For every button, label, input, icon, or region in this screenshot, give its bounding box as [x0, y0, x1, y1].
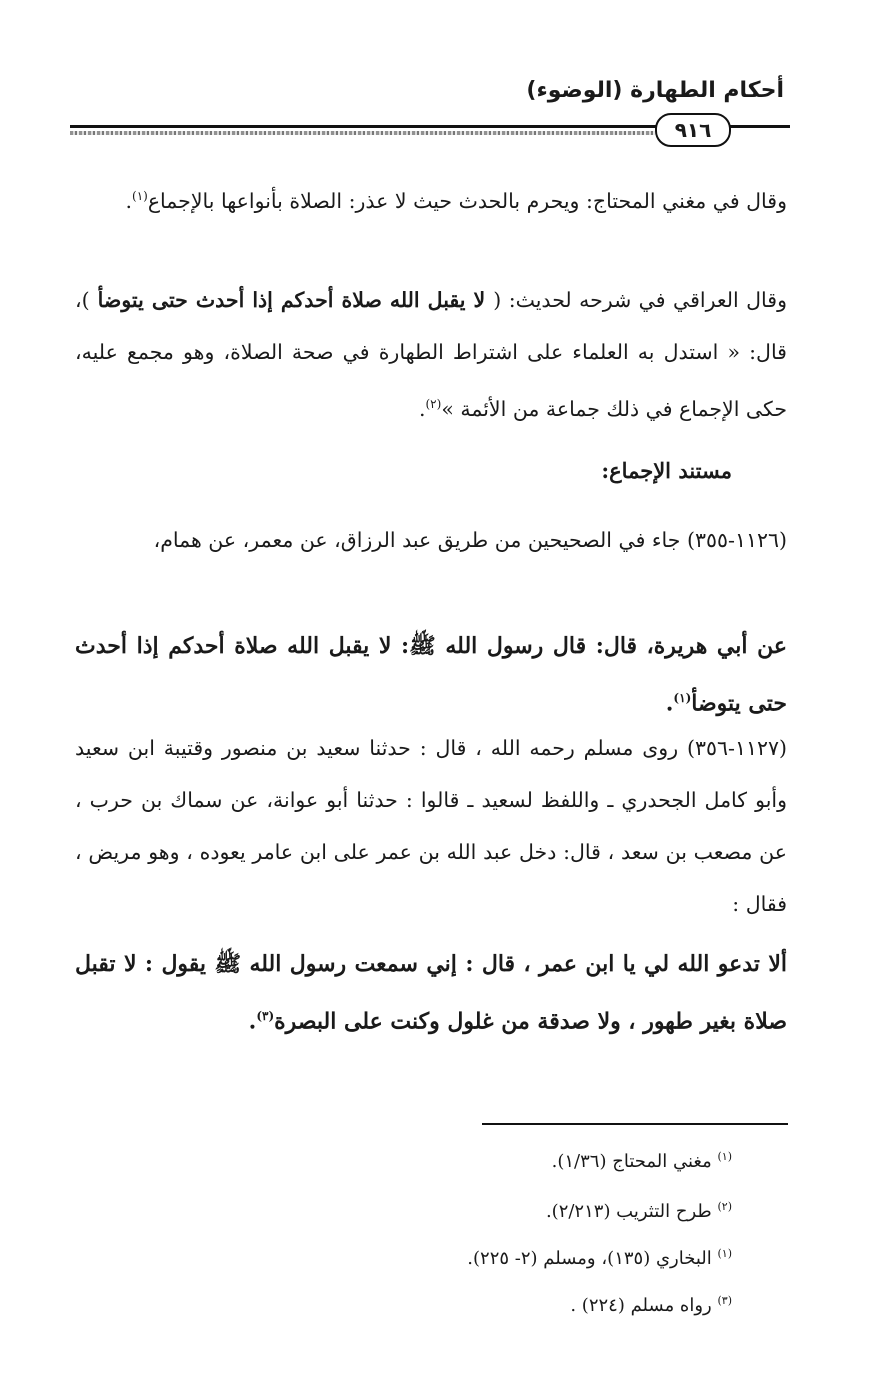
footnote-text: رواه مسلم (٢٢٤) . [570, 1295, 712, 1316]
footnote-text: مغني المحتاج (١/٣٦). [551, 1151, 712, 1172]
footnote-item [467, 1247, 732, 1269]
paragraph-iraqi: وقال العراقي في شرحه لحديث: ( لا يقبل الله صلاة أحدكم إذا أحدث حتى يتوضأ )، قال: « استدل به العلماء على اشتراط الطهارة في صحة الصلاة، وهو مجمع عليه، حكى الإجماع في ذلك جماعة من الأئمة »$^{(٢)}$. [75, 288, 787, 421]
footnote-ref: (١) [132, 189, 148, 203]
footnote-text: البخاري (١٣٥)، ومسلم (٢- ٢٢٥). [467, 1248, 712, 1269]
footnote-text: طرح التثريب (٢/٢١٣). [545, 1201, 712, 1222]
paragraph-text: (١١٢٧-٣٥٦) روى مسلم رحمه الله ، قال : حدثنا سعيد بن منصور وقتيبة ابن سعيد وأبو كامل الجحدري ـ واللفظ لسعيد ـ قالوا : حدثنا أبو عوانة، عن سماك بن حرب ، عن مصعب بن سعد ، قال: دخل عبد الله بن عمر على ابن عامر يعوده ، وهو مريض ، فقال : [75, 736, 787, 916]
footnote-ref: (٢) [425, 397, 442, 411]
footnote-number: (١) [717, 1247, 732, 1260]
paragraph-text: وقال في مغني المحتاج: ويحرم بالحدث حيث لا عذر: الصلاة بأنواعها بالإجماع [147, 188, 787, 213]
paragraph-text: (١١٢٦-٣٥٥) جاء في الصحيحين من طريق عبد الرزاق، عن معمر، عن همام، [153, 528, 787, 552]
footnote-item [552, 1150, 732, 1172]
hadith-ibn-umar: ألا تدعو الله لي يا ابن عمر ، قال : إني سمعت رسول الله ﷺ يقول : لا تقبل صلاة بغير طهور ، ولا صدقة من غلول وكنت على البصرة$^{(٣)}$. [75, 951, 787, 1035]
footnote-item [546, 1200, 732, 1222]
footnote-ref: (١) [673, 691, 692, 705]
hadith-text: لا يقبل الله صلاة أحدكم إذا أحدث حتى يتوضأ [89, 288, 494, 312]
footnote-item [570, 1294, 732, 1316]
paragraph-text: وقال العراقي في شرحه لحديث: ( [493, 288, 787, 312]
paragraph-isnad-1126 [75, 514, 787, 566]
paragraph-mughni: وقال في مغني المحتاج: ويحرم بالحدث حيث لا عذر: الصلاة بأنواعها بالإجماع$^{(١)}$. [125, 188, 787, 213]
hadith-text: ألا تدعو الله لي يا ابن عمر ، قال : إني سمعت رسول الله ﷺ يقول : لا تقبل صلاة بغير طهور ، ولا صدقة من غلول وكنت على البصرة [75, 951, 787, 1035]
paragraph-isnad-1127 [75, 722, 787, 930]
footnote-number: (١) [717, 1150, 732, 1163]
footnote-separator [482, 1123, 788, 1125]
header-ornament-rule [70, 131, 655, 135]
footnote-number: (٢) [717, 1200, 732, 1213]
paragraph-text: )، قال: « استدل به العلماء على اشتراط الطهارة في صحة الصلاة، وهو مجمع عليه، حكى الإجماع في ذلك جماعة من الأئمة » [75, 288, 787, 421]
hadith-text: عن أبي هريرة، قال: قال رسول الله ﷺ: لا يقبل الله صلاة أحدكم إذا أحدث حتى يتوضأ [75, 633, 787, 717]
footnote-number: (٣) [717, 1294, 732, 1307]
running-title: أحكام الطهارة (الوضوء) [526, 78, 784, 103]
page-number-badge: ٩١٦ [655, 113, 731, 147]
footnote-ref: (٣) [256, 1009, 275, 1023]
hadith-abu-hurayra: عن أبي هريرة، قال: قال رسول الله ﷺ: لا يقبل الله صلاة أحدكم إذا أحدث حتى يتوضأ$^{(١)}$. [75, 633, 787, 717]
section-heading: مستند الإجماع: [601, 458, 732, 483]
